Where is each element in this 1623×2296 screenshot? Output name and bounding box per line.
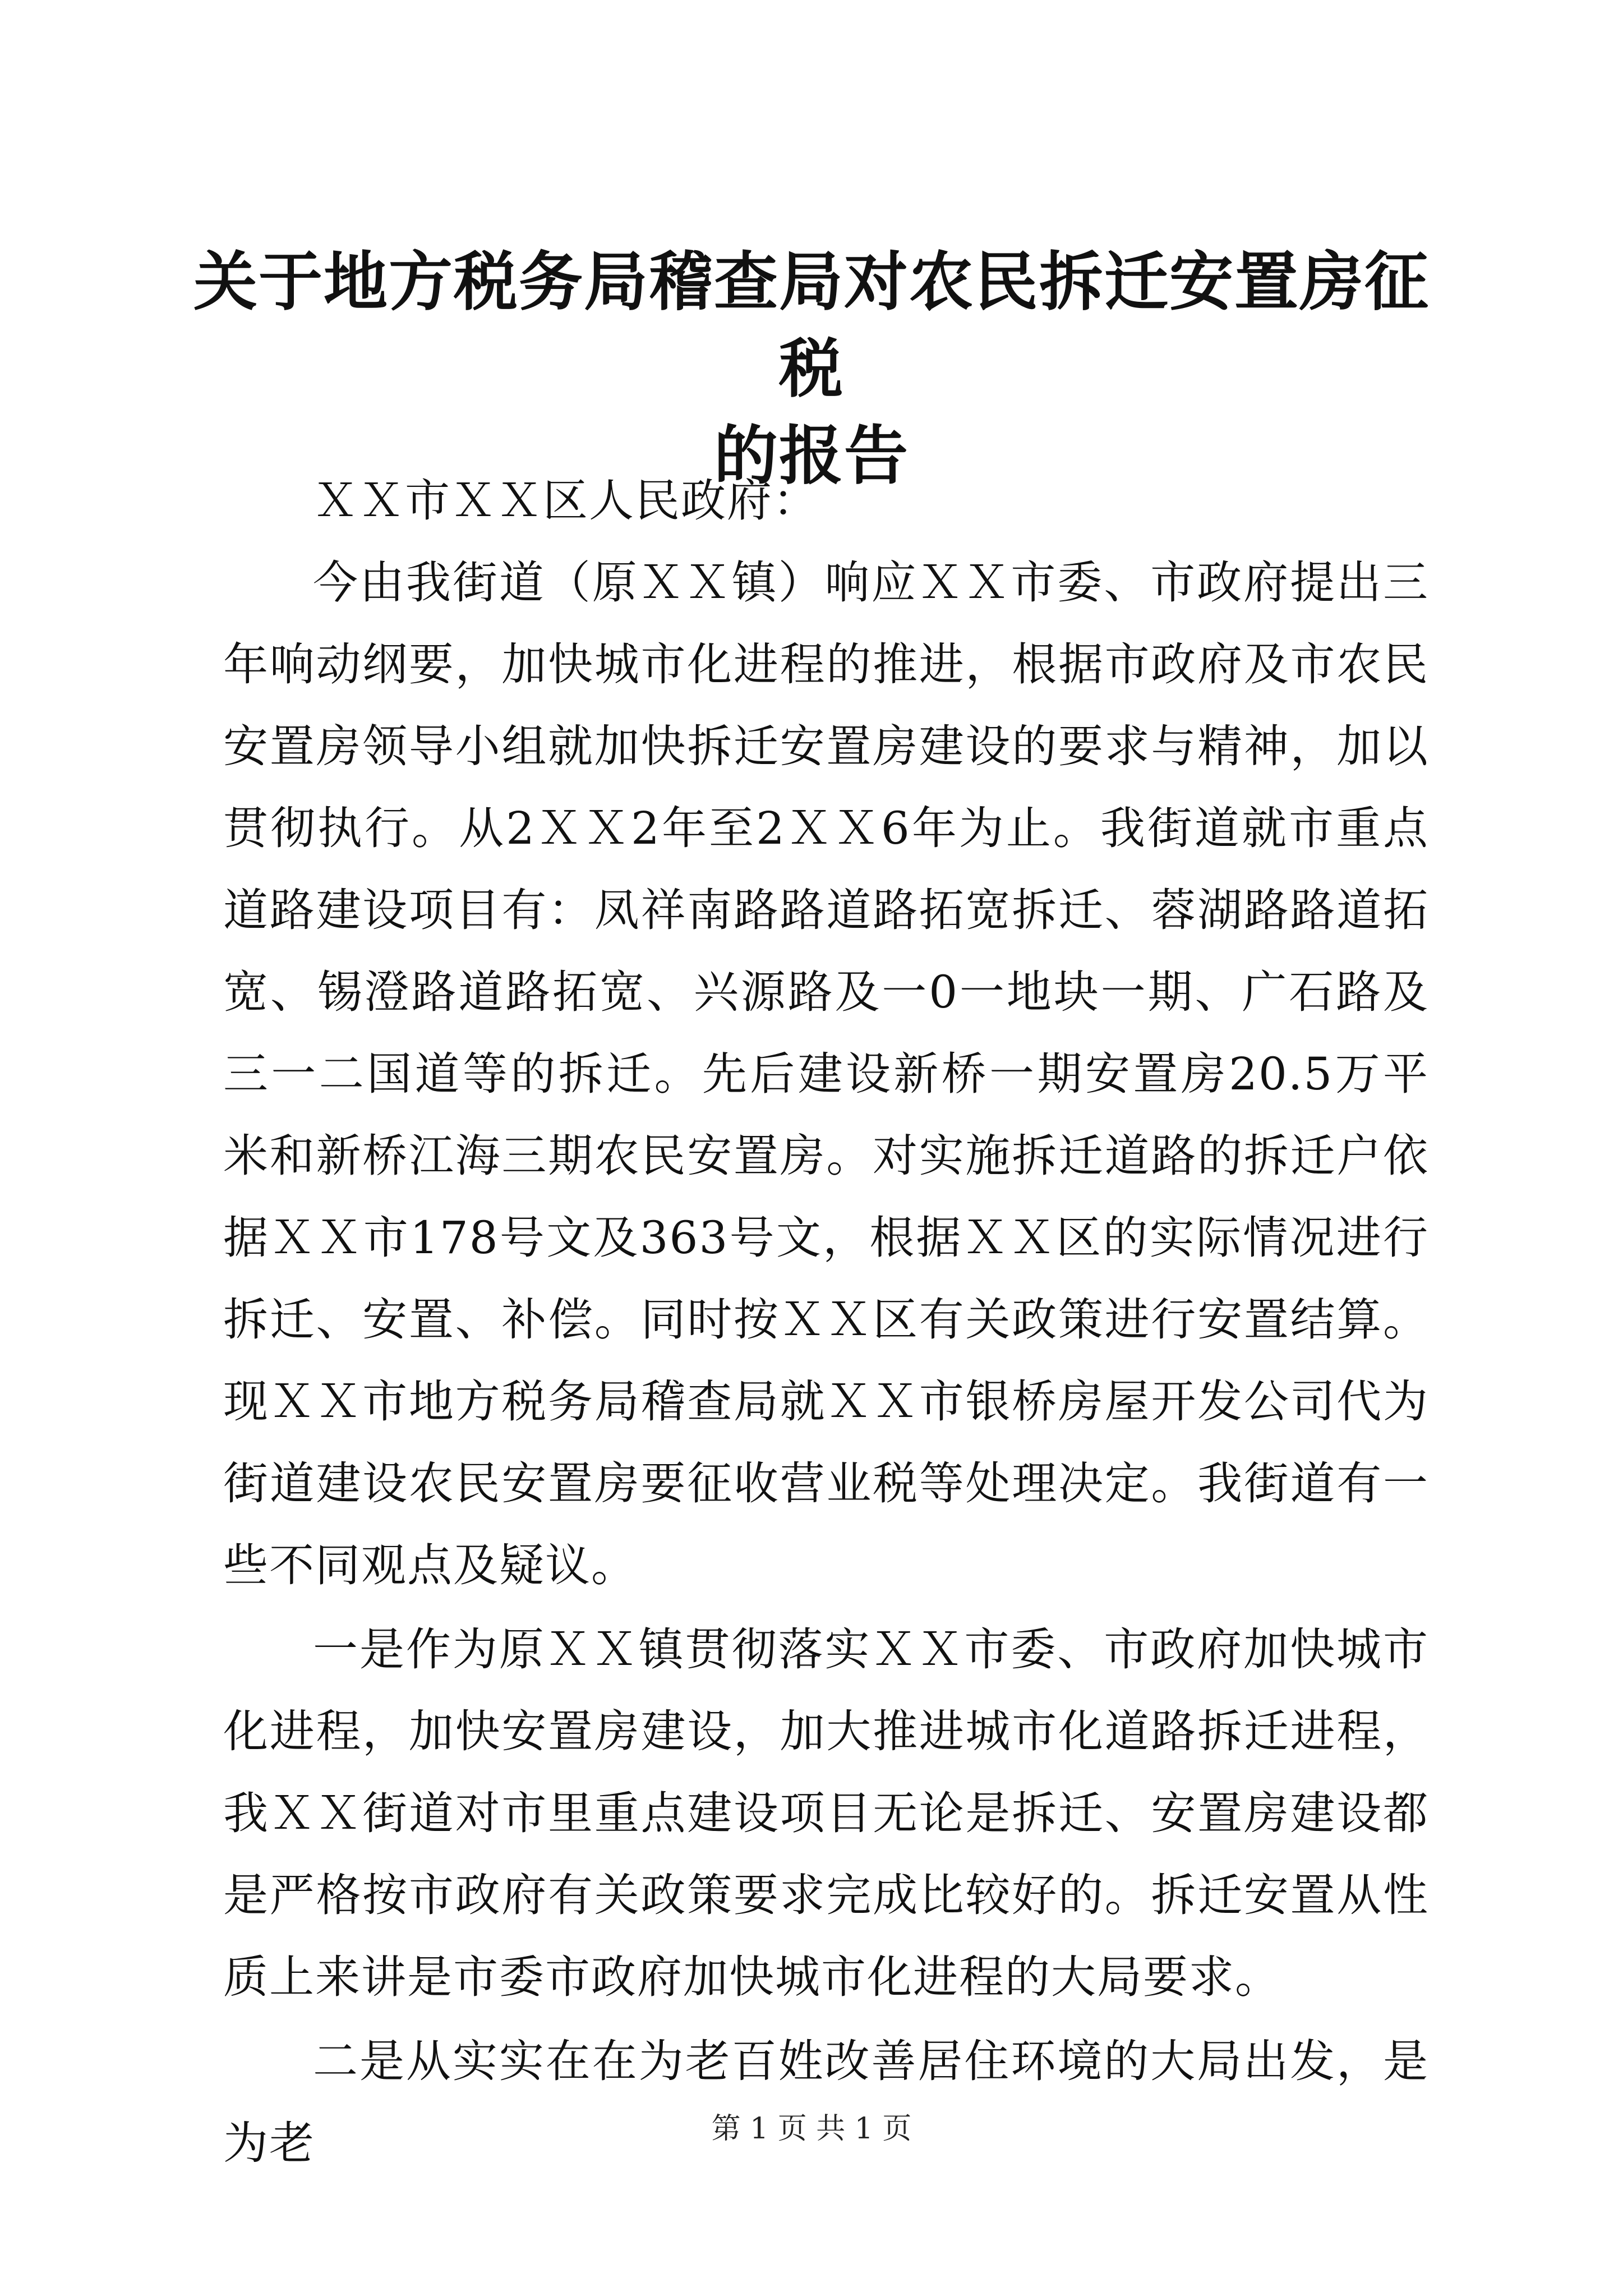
paragraph-1: 今由我街道（原ＸＸ镇）响应ＸＸ市委、市政府提出三年响动纲要，加快城市化进程的推进，根据市政府及市农民安置房领导小组就加快拆迁安置房建设的要求与精神，加以贯彻执行。从2ＸＸ2年至2ＸＸ6年为止。我街道就市重点道路建设项目有：凤祥南路路道路拓宽拆迁、蓉湖路路道拓宽、锡澄路道路拓宽、兴源路及一0一地块一期、广石路及三一二国道等的拆迁。先后建设新桥一期安置房20.5万平米和新桥江海三期农民安置房。对实施拆迁道路的拆迁户依据ＸＸ市178号文及363号文，根据ＸＸ区的实际情况进行拆迁、安置、补偿。同时按ＸＸ区有关政策进行安置结算。现ＸＸ市地方税务局稽查局就ＸＸ市银桥房屋开发公司代为街道建设农民安置房要征收营业税等处理决定。我街道有一些不同观点及疑议。 [223,556,1429,1591]
salutation: ＸＸ市ＸＸ区人民政府： [313,475,819,527]
title-line-1: 关于地方税务局稽查局对农民拆迁安置房征税 [193,244,1430,406]
title-line-2: 的报告 [713,418,909,493]
document-body [223,460,1429,2187]
paragraph-3: 二是从实实在在为老百姓改善居住环境的大局出发，是为老 [223,2035,1429,2169]
page-footer: 第 1 页 共 1 页 [711,2112,912,2146]
paragraph-2: 一是作为原ＸＸ镇贯彻落实ＸＸ市委、市政府加快城市化进程，加快安置房建设，加大推进城市化道路拆迁进程，我ＸＸ街道对市里重点建设项目无论是拆迁、安置房建设都是严格按市政府有关政策要求完成比较好的。拆迁安置从性质上来讲是市委市政府加快城市化进程的大局要求。 [223,1623,1429,2003]
